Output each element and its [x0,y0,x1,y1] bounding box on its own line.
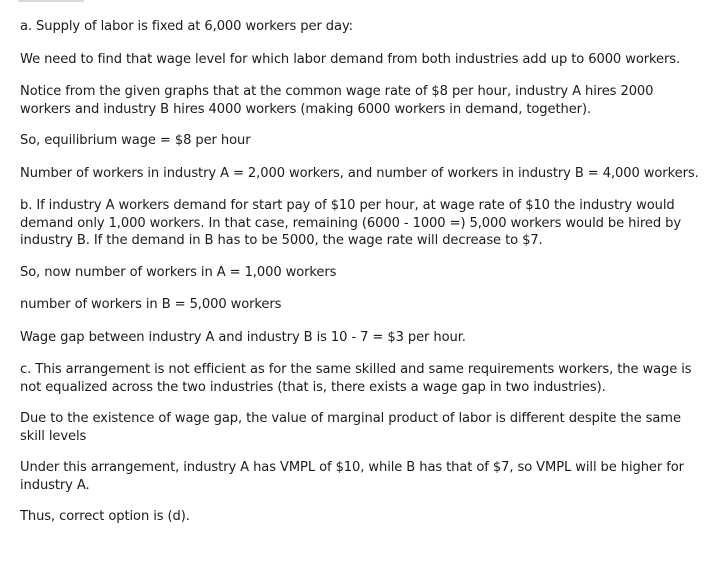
paragraph-equilibrium-wage: So, equilibrium wage = $8 per hour [20,133,251,148]
paragraph-vmpl-industry-a: Under this arrangement, industry A has VMPL of $10, while B has that of $7, so VMPL will be higher for industry A. [20,460,684,493]
paragraph-b-start-pay: b. If industry A workers demand for start pay of $10 per hour, at wage rate of $10 the industry would demand only 1,000 workers. In that case, remaining (6000 - 1000 =) 5,000 workers would be hired by industry B. If the demand in B has to be 5000, the wage rate will decrease to $7. [20,198,681,248]
paragraph-workers-count: Number of workers in industry A = 2,000 workers, and number of workers in industry B = 4,000 workers. [20,165,699,181]
paragraph-wage-level: We need to find that wage level for which labor demand from both industries add up to 6000 workers. [20,51,681,67]
paragraph-workers-in-a: So, now number of workers in A = 1,000 workers [20,264,337,280]
paragraph-wage-gap: Wage gap between industry A and industry B is 10 - 7 = $3 per hour. [20,329,466,345]
paragraph-c-efficiency: c. This arrangement is not efficient as for the same skilled and same requirements workers, the wage is not equalized across the two industries (that is, there exists a wage gap in two industries). [20,362,692,395]
paragraph-a-supply: a. Supply of labor is fixed at 6,000 workers per day: [20,19,353,34]
paragraph-graph-notice: Notice from the given graphs that at the common wage rate of $8 per hour, industry A hires 2000 workers and industry B hires 4000 workers (making 6000 workers in demand, together). [20,84,654,117]
paragraph-vmpl-difference: Due to the existence of wage gap, the value of marginal product of labor is different despite the same skill levels [20,411,681,444]
top-cropped-fragment [18,0,84,2]
answer-document [20,18,704,526]
paragraph-workers-in-b: number of workers in B = 5,000 workers [20,297,282,312]
paragraph-correct-option: Thus, correct option is (d). [20,509,190,524]
